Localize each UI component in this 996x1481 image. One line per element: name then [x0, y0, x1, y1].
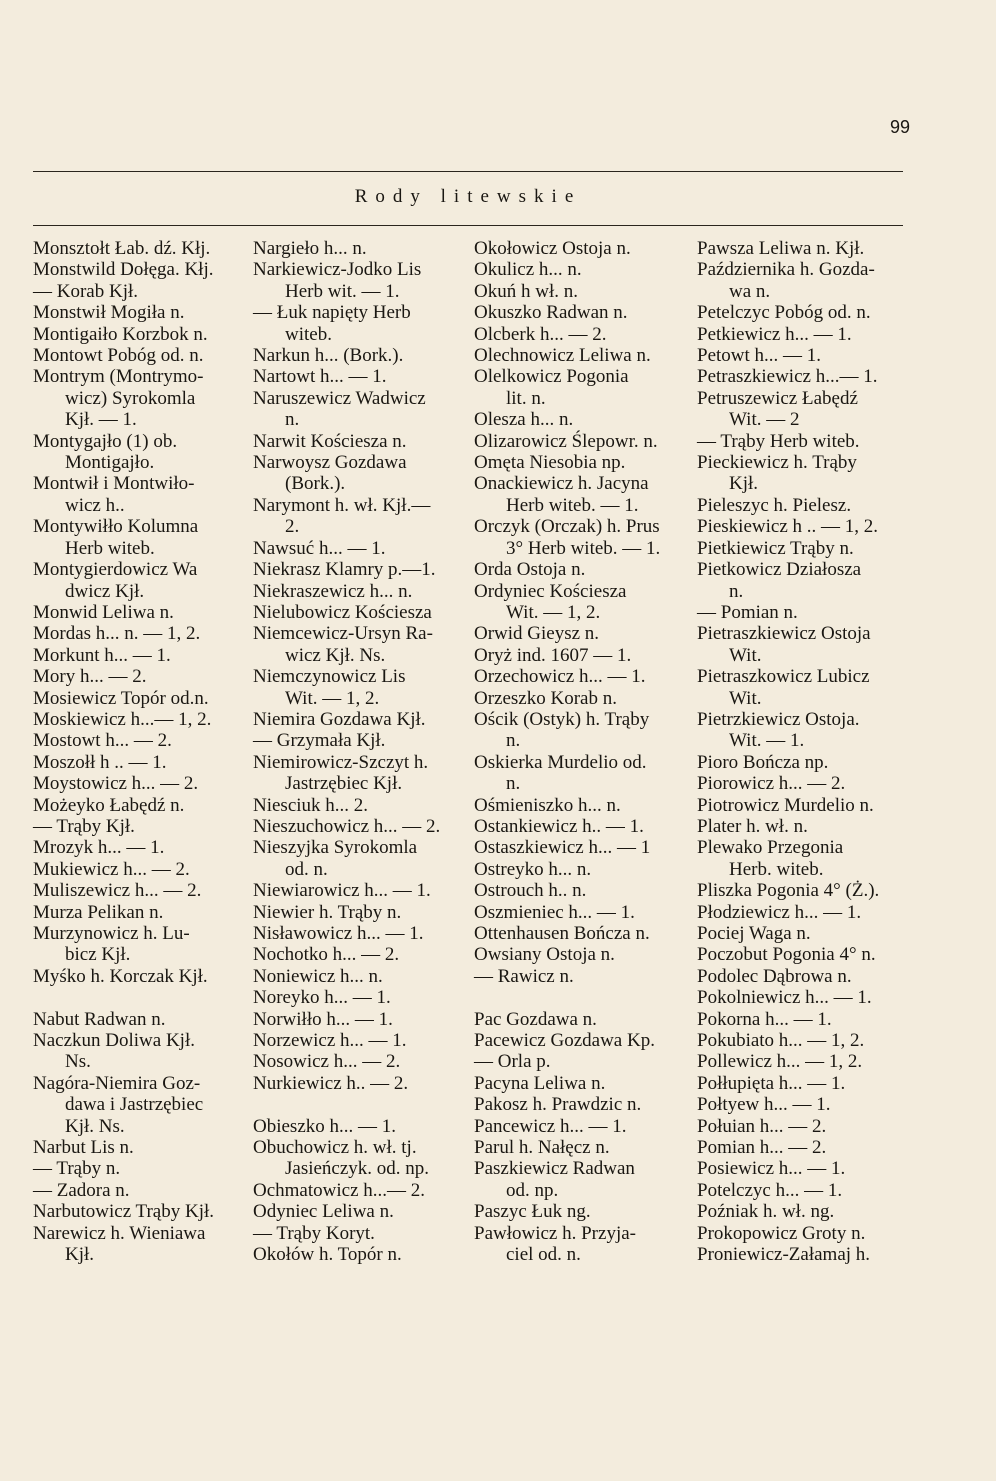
entry-continuation-line: Wit. — 1. [729, 730, 805, 752]
entry-line: Piorowicz h... — 2. [697, 773, 846, 795]
column-3 [474, 238, 688, 1265]
entry-continuation-line: dwicz Kjł. [65, 580, 145, 602]
entry-continuation-line: dawa i Jastrzębiec [65, 1094, 204, 1116]
entry-line: Ościk (Ostyk) h. Trąby [474, 708, 650, 730]
entry-line: Pancewicz h... — 1. [474, 1115, 627, 1137]
entry-line: Pioro Bończa np. [697, 751, 829, 773]
entry-line: Proniewicz-Załamaj h. [697, 1244, 871, 1266]
entry-line: Noreyko h... — 1. [253, 987, 391, 1009]
entry-line: Muliszewicz h... — 2. [33, 880, 202, 902]
entry-line: Mrozyk h... — 1. [33, 837, 165, 859]
entry-line: Pietkiewicz Trąby n. [697, 537, 854, 559]
entry-line: — Trąby Koryt. [253, 1222, 375, 1244]
entry-line: Orzechowicz h... — 1. [474, 666, 646, 688]
entry-line: Owsiany Ostoja n. [474, 944, 615, 966]
entry-line: — Orla p. [474, 1051, 551, 1073]
entry-continuation-line: Ns. [65, 1051, 91, 1073]
entry-line: Niemczynowicz Lis [253, 666, 406, 688]
entry-continuation-line: n. [285, 409, 300, 431]
entry-line: Płodziewicz h... — 1. [697, 901, 862, 923]
entry-continuation-line: n. [506, 773, 521, 795]
entry-continuation-line: 2. [285, 516, 300, 538]
entry-line: — Łuk napięty Herb [253, 302, 411, 324]
entry-line: — Zadora n. [33, 1179, 130, 1201]
entry-line: Monstwił Mogiła n. [33, 302, 185, 324]
entry-line: Murza Pelikan n. [33, 901, 164, 923]
entry-continuation-line: wicz) Syrokomla [65, 387, 196, 409]
entry-line: Pokolniewicz h... — 1. [697, 987, 872, 1009]
entry-continuation-line: Herb. witeb. [729, 858, 824, 880]
entry-line: Naczkun Doliwa Kjł. [33, 1030, 195, 1052]
entry-continuation-line: Herb witeb. — 1. [506, 494, 639, 516]
entry-continuation-line: Jastrzębiec Kjł. [285, 773, 403, 795]
entry-continuation-line: wicz h.. [65, 494, 125, 516]
entry-line: Potelczyc h... — 1. [697, 1179, 843, 1201]
entry-line: Orczyk (Orczak) h. Prus [474, 516, 660, 538]
entry-line: Montwił i Montwiło- [33, 473, 195, 495]
entry-line: Nargieło h... n. [253, 238, 367, 259]
entry-line: Pietraszkiewicz Ostoja [697, 623, 871, 645]
entry-line: Odyniec Leliwa n. [253, 1201, 394, 1223]
column-2 [253, 238, 467, 1265]
entry-line: Moszołł h .. — 1. [33, 751, 167, 773]
entry-line: Okuń h wł. n. [474, 280, 578, 302]
entry-line: Nartowt h... — 1. [253, 366, 387, 388]
entry-continuation-line: 3° Herb witeb. — 1. [506, 537, 661, 559]
entry-continuation-line: n. [506, 730, 521, 752]
entry-line: Myśko h. Korczak Kjł. [33, 965, 208, 987]
entry-line: Pietkowicz Działosza [697, 559, 862, 581]
entry-line: Połłupięta h... — 1. [697, 1072, 846, 1094]
entry-line: Omęta Niesobia np. [474, 452, 626, 474]
entry-line: Noniewicz h... n. [253, 965, 383, 987]
entry-line: Montygajło (1) ob. [33, 430, 178, 452]
entry-line: Olizarowicz Ślepowr. n. [474, 430, 658, 452]
entry-continuation-line: Kjł. Ns. [65, 1115, 125, 1137]
entry-continuation-line: Wit. — 1, 2. [285, 687, 380, 709]
entry-line: Niekrasz Klamry p.—1. [253, 559, 436, 581]
entry-line: Okołowicz Ostoja n. [474, 238, 631, 259]
entry-line: Plewako Przegonia [697, 837, 844, 859]
entry-line: Nurkiewicz h.. — 2. [253, 1072, 409, 1094]
entry-line: Niemirowicz-Szczyt h. [253, 751, 429, 773]
entry-continuation-line: Kjł. — 1. [65, 409, 137, 431]
entry-line: Pokorna h... — 1. [697, 1008, 832, 1030]
entry-line: Pliszka Pogonia 4° (Ż.). [697, 880, 880, 902]
entry-line: Olechnowicz Leliwa n. [474, 345, 651, 367]
entry-line: Podolec Dąbrowa n. [697, 965, 852, 987]
entry-continuation-line: Herb witeb. [65, 537, 155, 559]
entry-line: Niekraszewicz h... n. [253, 580, 413, 602]
entry-line: Obieszko h... — 1. [253, 1115, 397, 1137]
entry-line: Murzynowicz h. Lu- [33, 923, 190, 944]
entry-line: Montywiłło Kolumna [33, 516, 199, 538]
entry-line: Pieleszyc h. Pielesz. [697, 494, 852, 516]
entry-line: Paszyc Łuk ng. [474, 1201, 591, 1223]
entry-line: Ordyniec Kościesza [474, 580, 627, 602]
entry-line: Niesciuk h... 2. [253, 794, 369, 816]
entry-line: Nabut Radwan n. [33, 1008, 166, 1030]
entry-line: Pacewicz Gozdawa Kp. [474, 1030, 655, 1052]
entry-line: Petruszewicz Łabędź [697, 387, 858, 409]
entry-line: Petraszkiewicz h...— 1. [697, 366, 878, 388]
entry-line: Pawłowicz h. Przyja- [474, 1222, 636, 1244]
entry-line: — Korab Kjł. [33, 280, 139, 302]
entry-continuation-line: od. np. [506, 1179, 559, 1201]
entry-line: — Trąby n. [33, 1158, 121, 1180]
entry-line: Oskierka Murdelio od. [474, 751, 647, 773]
entry-line: Nisławowicz h... — 1. [253, 923, 424, 944]
entry-continuation-line: lit. n. [506, 387, 546, 409]
entry-line: Nieszuchowicz h... — 2. [253, 815, 441, 837]
header-rule-bottom [33, 225, 903, 226]
entry-continuation-line: witeb. [285, 323, 332, 345]
entry-line: Parul h. Nałęcz n. [474, 1137, 610, 1159]
entry-line: Połuian h... — 2. [697, 1115, 827, 1137]
entry-continuation-line: Wit. — 1, 2. [506, 601, 601, 623]
entry-line: Oryż ind. 1607 — 1. [474, 644, 632, 666]
entry-line: Pociej Waga n. [697, 923, 811, 944]
entry-line: Nochotko h... — 2. [253, 944, 400, 966]
entry-continuation-line: Kjł. [65, 1244, 95, 1266]
entry-line: Możeyko Łabędź n. [33, 794, 185, 816]
entry-continuation-line: Wit. [729, 687, 762, 709]
entry-line: Narwit Kościesza n. [253, 430, 407, 452]
entry-line: — Trąby Kjł. [33, 815, 135, 837]
entry-line: Pollewicz h... — 1, 2. [697, 1051, 863, 1073]
entry-line: Okołów h. Topór n. [253, 1244, 402, 1266]
entry-line: Olelkowicz Pogonia [474, 366, 629, 388]
entry-line: Pakosz h. Prawdzic n. [474, 1094, 642, 1116]
entry-line: Mordas h... n. — 1, 2. [33, 623, 201, 645]
entry-line: Monsztołt Łab. dź. Kłj. [33, 238, 211, 259]
entry-line: Ochmatowicz h...— 2. [253, 1179, 426, 1201]
entry-continuation-line: Jasieńczyk. od. np. [285, 1158, 430, 1180]
entry-line: Pawsza Leliwa n. Kjł. [697, 238, 865, 259]
entry-line: Pokubiato h... — 1, 2. [697, 1030, 865, 1052]
entry-line: Mostowt h... — 2. [33, 730, 172, 752]
entry-line: — Trąby Herb witeb. [697, 430, 860, 452]
entry-line: Oszmieniec h... — 1. [474, 901, 635, 923]
entry-line: Montygierdowicz Wa [33, 559, 198, 581]
entry-line: Nawsuć h... — 1. [253, 537, 386, 559]
entry-line: Narkun h... (Bork.). [253, 345, 404, 367]
header-rule-top [33, 171, 903, 172]
entry-line: Narewicz h. Wieniawa [33, 1222, 206, 1244]
entry-line: Montigaiło Korzbok n. [33, 323, 208, 345]
entry-line: Nosowicz h... — 2. [253, 1051, 401, 1073]
entry-line: — Rawicz n. [474, 965, 574, 987]
entry-line: Poczobut Pogonia 4° n. [697, 944, 876, 966]
entry-line: Onackiewicz h. Jacyna [474, 473, 649, 495]
entry-line: Niewiarowicz h... — 1. [253, 880, 431, 902]
entry-line: Naruszewicz Wadwicz [253, 387, 426, 409]
entry-line: Monwid Leliwa n. [33, 601, 174, 623]
entry-line: Pacyna Leliwa n. [474, 1072, 606, 1094]
entry-line: Ostankiewicz h.. — 1. [474, 815, 644, 837]
entry-line: Niewier h. Trąby n. [253, 901, 402, 923]
entry-line: Morkunt h... — 1. [33, 644, 171, 666]
entry-line: Niemira Gozdawa Kjł. [253, 708, 426, 730]
entry-line: Narbut Lis n. [33, 1137, 134, 1159]
entry-line: Piotrowicz Murdelio n. [697, 794, 874, 816]
entry-line: Okulicz h... n. [474, 259, 582, 281]
entry-line: Narwoysz Gozdawa [253, 452, 407, 474]
entry-continuation-line: wicz Kjł. Ns. [285, 644, 386, 666]
entry-line: Petkiewicz h... — 1. [697, 323, 852, 345]
entry-continuation-line: Wit. — 2 [729, 409, 800, 431]
entry-line: Pieckiewicz h. Trąby [697, 452, 857, 474]
entry-line: Października h. Gozda- [697, 259, 875, 281]
entry-line: Narbutowicz Trąby Kjł. [33, 1201, 215, 1223]
entry-line: — Pomian n. [697, 601, 798, 623]
entry-continuation-line: Montigajło. [65, 452, 155, 474]
entry-line: Montowt Pobóg od. n. [33, 345, 204, 367]
entry-line: Orda Ostoja n. [474, 559, 586, 581]
entry-continuation-line: Herb wit. — 1. [285, 280, 400, 302]
entry-continuation-line: bicz Kjł. [65, 944, 131, 966]
section-gap [33, 987, 247, 1008]
entry-line: Okuszko Radwan n. [474, 302, 628, 324]
entry-line: Petelczyc Pobóg od. n. [697, 302, 871, 324]
column-4 [697, 238, 911, 1266]
entry-line: Ostaszkiewicz h... — 1 [474, 837, 651, 859]
entry-line: Olcberk h... — 2. [474, 323, 607, 345]
entry-line: Montrym (Montrymo- [33, 366, 204, 388]
entry-line: Paszkiewicz Radwan [474, 1158, 635, 1180]
page-number: 99 [889, 117, 910, 137]
entry-line: Pac Gozdawa n. [474, 1008, 597, 1030]
entry-continuation-line: n. [729, 580, 744, 602]
entry-line: Mosiewicz Topór od.n. [33, 687, 209, 709]
entry-line: Norzewicz h... — 1. [253, 1030, 407, 1052]
entry-continuation-line: Kjł. [729, 473, 759, 495]
entry-line: Mory h... — 2. [33, 666, 147, 688]
entry-line: Pietrzkiewicz Ostoja. [697, 708, 860, 730]
entry-line: Moskiewicz h...— 1, 2. [33, 708, 212, 730]
entry-line: Nielubowicz Kościesza [253, 601, 432, 623]
entry-line: Narkiewicz-Jodko Lis [253, 259, 422, 281]
entry-line: Orwid Gieysz n. [474, 623, 600, 645]
entry-columns [33, 238, 913, 1278]
entry-continuation-line: ciel od. n. [506, 1244, 581, 1266]
entry-line: Nagóra-Niemira Goz- [33, 1072, 201, 1094]
entry-line: Ottenhausen Bończa n. [474, 923, 650, 944]
entry-line: Petowt h... — 1. [697, 345, 822, 367]
entry-line: Plater h. wł. n. [697, 815, 808, 837]
entry-line: — Grzymała Kjł. [253, 730, 386, 752]
entry-continuation-line: (Bork.). [285, 473, 346, 495]
entry-line: Narymont h. wł. Kjł.— [253, 494, 431, 516]
section-gap [253, 1094, 467, 1115]
entry-line: Niemcewicz-Ursyn Ra- [253, 623, 433, 645]
entry-continuation-line: wa n. [729, 280, 771, 302]
entry-line: Pomian h... — 2. [697, 1137, 827, 1159]
entry-line: Ośmieniszko h... n. [474, 794, 621, 816]
entry-line: Nieszyjka Syrokomla [253, 837, 418, 859]
section-title: Rody litewskie [354, 186, 582, 207]
section-gap [474, 987, 688, 1008]
entry-line: Ostrouch h.. n. [474, 880, 587, 902]
entry-line: Mukiewicz h... — 2. [33, 858, 190, 880]
entry-line: Połtyew h... — 1. [697, 1094, 831, 1116]
entry-line: Monstwild Dołęga. Kłj. [33, 259, 214, 281]
entry-line: Obuchowicz h. wł. tj. [253, 1137, 417, 1159]
entry-line: Poźniak h. wł. ng. [697, 1201, 835, 1223]
entry-line: Ostreyko h... n. [474, 858, 592, 880]
entry-line: Orzeszko Korab n. [474, 687, 617, 709]
entry-line: Pietraszkowicz Lubicz [697, 666, 870, 688]
entry-continuation-line: od. n. [285, 858, 328, 880]
entry-line: Moystowicz h... — 2. [33, 773, 199, 795]
entry-line: Prokopowicz Groty n. [697, 1222, 866, 1244]
entry-line: Norwiłło h... — 1. [253, 1008, 393, 1030]
entry-line: Olesza h... n. [474, 409, 574, 431]
column-1 [33, 238, 247, 1265]
entry-line: Pieskiewicz h .. — 1, 2. [697, 516, 879, 538]
entry-line: Posiewicz h... — 1. [697, 1158, 846, 1180]
entry-continuation-line: Wit. [729, 644, 762, 666]
